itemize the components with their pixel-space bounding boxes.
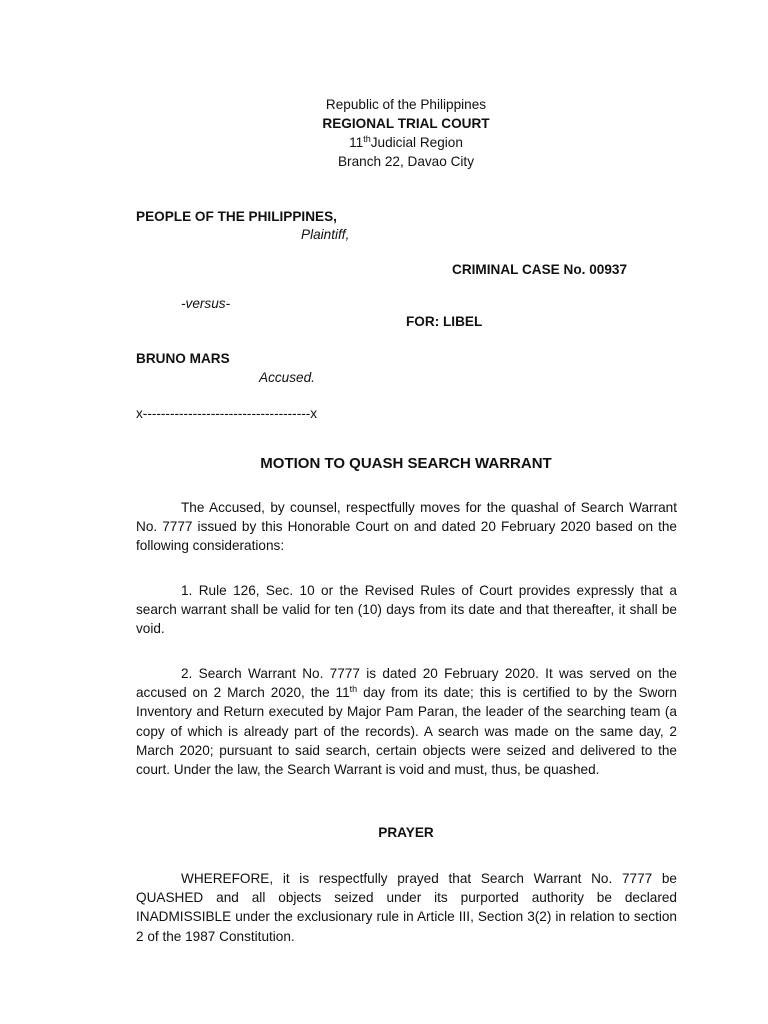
consideration-2-text-b: day from its date; this is certified to by the Sworn Inventory and Return executed by Major Pam Paran, the leader of the searching team (a copy of which is already part of the records). A search was made on the same day, 2 March 2020; pursuant to said search, certain objects were seized and delivered to the court. Under the law, the Search Warrant is void and must, thus, be quashed. (136, 685, 677, 778)
header-region (0, 133, 768, 152)
charge-label: FOR: LIBEL (406, 314, 483, 329)
region-suffix: th (363, 134, 371, 144)
prayer-heading: PRAYER (378, 825, 434, 840)
plaintiff-name: PEOPLE OF THE PHILIPPINES, (136, 209, 337, 224)
caption-divider: x-------------------------------------x (136, 406, 318, 421)
motion-title: MOTION TO QUASH SEARCH WARRANT (260, 455, 552, 472)
header-republic: Republic of the Philippines (325, 97, 487, 112)
accused-role: Accused. (259, 370, 315, 385)
consideration-2-sup: th (349, 684, 358, 695)
versus-label: -versus- (181, 296, 231, 311)
accused-name: BRUNO MARS (136, 351, 230, 366)
intro-paragraph (136, 498, 677, 556)
consideration-2 (136, 664, 677, 779)
header-court: REGIONAL TRIAL COURT (322, 116, 490, 131)
consideration-1 (136, 581, 677, 639)
header-branch: Branch 22, Davao City (337, 154, 474, 169)
prayer-paragraph (136, 869, 677, 946)
consideration-2-text-a: 2. Search Warrant No. 7777 is dated 20 February 2020. It was served on the accused on 2 March 2020, the 11 (136, 666, 677, 701)
intro-text: The Accused, by counsel, respectfully moves for the quashal of Search Warrant No. 7777 issued by this Honorable Court on and dated 20 February 2020 based on the following considerations: (136, 500, 677, 554)
prayer-text: WHEREFORE, it is respectfully prayed that Search Warrant No. 7777 be QUASHED and all objects seized under its purported authority be declared INADMISSIBLE under the exclusionary rule in Article III, Section 3(2) in relation to section 2 of the 1987 Constitution. (136, 871, 677, 944)
plaintiff-role: Plaintiff, (301, 227, 350, 242)
region-number: 11 (349, 135, 364, 150)
case-number: CRIMINAL CASE No. 00937 (452, 262, 627, 277)
consideration-1-text: 1. Rule 126, Sec. 10 or the Revised Rules of Court provides expressly that a search warrant shall be valid for ten (10) days from its date and that thereafter, it shall be void. (136, 583, 677, 637)
region-label: Judicial Region (370, 135, 463, 150)
